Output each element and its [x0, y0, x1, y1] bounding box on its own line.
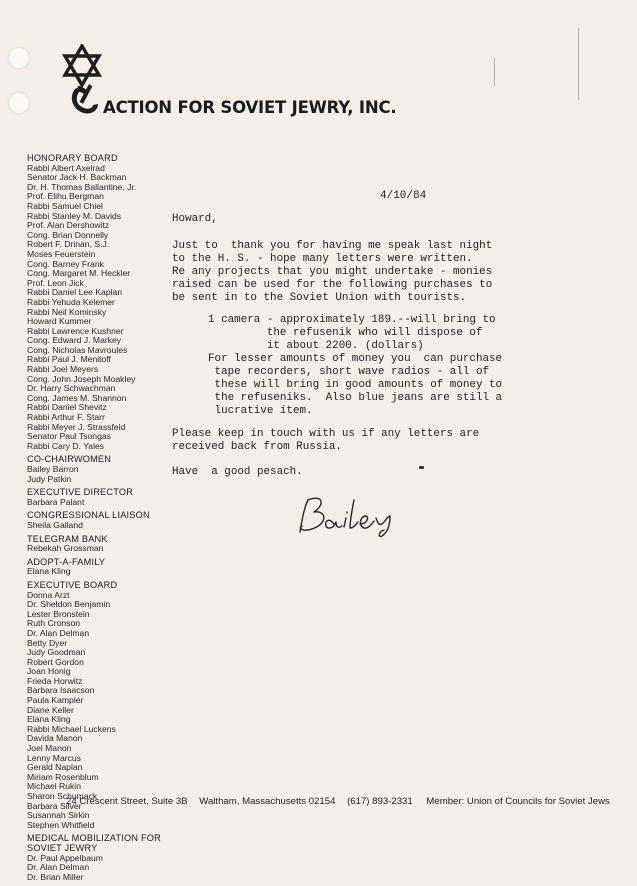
- board-member: Senator Paul Tsongas: [27, 431, 111, 442]
- board-member: Elana Kling: [27, 714, 71, 725]
- board-group: [27, 488, 177, 507]
- board-member: Rebekah Grossman: [27, 543, 104, 554]
- board-group-heading: CO-CHAIRWOMEN: [27, 454, 112, 465]
- item-line: For lesser amounts of money you can purchase: [208, 353, 503, 365]
- paragraph-line: to the H. S. - hope many letters were written.: [172, 253, 473, 265]
- paragraph-line: raised can be used for the following purchases to: [172, 279, 493, 291]
- board-member: Ruth Cronson: [27, 618, 81, 629]
- board-member: Moses Feuerstein: [27, 248, 96, 259]
- item-line: 1 camera - approximately 189.--will bring to: [208, 314, 496, 326]
- board-member: Dr. Paul Appelbaum: [27, 852, 103, 863]
- board-group: [27, 511, 177, 530]
- board-member: Robert Gordon: [27, 656, 84, 667]
- item-line: the refuseniks. Also blue jeans are still a: [208, 392, 503, 404]
- board-member: Barbara Palant: [27, 496, 85, 507]
- board-member: Rabbi Daniel Shevitz: [27, 402, 107, 413]
- board-member: Cong. Nicholas Mavroules: [27, 344, 128, 355]
- board-group-heading: TELEGRAM BANK: [27, 533, 108, 544]
- board-member: Diane Keller: [27, 704, 74, 715]
- board-member: Prof. Leon Jick: [27, 277, 84, 288]
- board-group: [27, 834, 177, 882]
- closing-line: Have a good pesach.: [172, 466, 303, 478]
- board-member: Cong. James M. Shannon: [27, 392, 127, 403]
- footer-street: 24 Crescent Street, Suite 3B: [66, 796, 188, 807]
- board-group-heading: ADOPT-A-FAMILY: [27, 556, 106, 567]
- board-member: Cong. Margaret M. Heckler: [27, 268, 131, 279]
- salutation: Howard,: [172, 213, 218, 225]
- board-member: Miriam Rosenblum: [27, 771, 99, 782]
- board-member: Judy Patkin: [27, 473, 72, 484]
- board-member: Dr. Harry Schwachman: [27, 383, 116, 394]
- binder-hole: [8, 47, 30, 69]
- board-member: Joel Manon: [27, 743, 72, 754]
- paragraph-line: Re any projects that you might undertake - monies: [172, 266, 493, 278]
- board-member: Rabbi Yehuda Kelemer: [27, 296, 115, 307]
- board-member: Stephen Whitfield: [27, 819, 95, 830]
- board-member: Robert F. Drinan, S.J.: [27, 239, 110, 250]
- item-line: these will bring in good amounts of money to: [208, 379, 503, 391]
- board-member: Prof. Alan Dershowitz: [27, 220, 110, 231]
- board-group: [27, 535, 177, 554]
- board-member: Rabbi Meyer J. Strassfeld: [27, 421, 126, 432]
- board-member: Susannah Sirkin: [27, 810, 90, 821]
- letter-date: 4/10/84: [380, 190, 427, 202]
- board-member: Barbara Silver: [27, 800, 82, 811]
- letterhead-footer: [66, 796, 626, 807]
- board-member: Elana Kling: [27, 566, 71, 577]
- organization-name: ACTION FOR SOVIET JEWRY, INC.: [103, 98, 397, 117]
- board-member: Rabbi Daniel Lee Kaplan: [27, 287, 123, 298]
- scan-mark: [494, 58, 495, 86]
- item-line: lucrative item.: [208, 405, 313, 417]
- board-group-heading: CONGRESSIONAL LIAISON: [27, 510, 150, 521]
- footer-phone: (617) 893-2331: [347, 796, 413, 807]
- board-member-list: [27, 154, 177, 886]
- board-member: Gerald Naplan: [27, 762, 83, 773]
- board-member: Rabbi Joel Meyers: [27, 364, 99, 375]
- board-group: [27, 455, 177, 484]
- board-member: Joan Honig: [27, 666, 71, 677]
- footer-city: Waltham, Massachusetts 02154: [199, 796, 336, 807]
- board-group-heading: EXECUTIVE BOARD: [27, 579, 118, 590]
- board-member: Dr. Alan Delman: [27, 627, 90, 638]
- board-member: Donna Arzt: [27, 589, 70, 600]
- item-line: tape recorders, short wave radios - all of: [208, 366, 490, 378]
- board-member: Sheila Galland: [27, 519, 83, 530]
- board-member: Judy Goodman: [27, 647, 86, 658]
- board-member: Cong. Edward J. Markey: [27, 335, 122, 346]
- item-line: it about 2200. (dollars): [208, 340, 424, 352]
- board-member: Prof. Elihu Bergman: [27, 191, 104, 202]
- board-group: [27, 558, 177, 577]
- board-member: Michael Rukin: [27, 781, 81, 792]
- board-member: Dr. H. Thomas Ballantine, Jr.: [27, 181, 137, 192]
- board-member: Paula Kampler: [27, 695, 84, 706]
- board-member: Barbara Isaacson: [27, 685, 95, 696]
- board-member: Rabbi Lawrence Kushner: [27, 325, 124, 336]
- board-member: Rabbi Cary D. Yales: [27, 440, 105, 451]
- board-member: Dr. Alan Delman: [27, 862, 90, 873]
- binder-hole: [8, 92, 30, 114]
- board-member: Frieda Horwitz: [27, 675, 83, 686]
- item-line: the refusenik who will dispose of: [208, 327, 483, 339]
- paragraph-line: Please keep in touch with us if any letters are: [172, 428, 480, 440]
- board-member: Rabbi Albert Axelrad: [27, 162, 105, 173]
- board-member: Rabbi Neil Kominsky: [27, 306, 107, 317]
- board-member: Davida Manon: [27, 733, 83, 744]
- star-of-david-logo: [62, 44, 102, 118]
- board-member: Rabbi Samuel Chiel: [27, 200, 103, 211]
- board-group: [27, 154, 177, 451]
- board-group-heading: MEDICAL MOBILIZATION FOR SOVIET JEWRY: [27, 833, 161, 853]
- scan-mark: [578, 28, 579, 100]
- footer-membership: Member: Union of Councils for Soviet Jews: [426, 796, 610, 807]
- board-member: Dr. Brian Miller: [27, 871, 84, 882]
- board-member: Senator Jack H. Backman: [27, 172, 127, 183]
- board-member: Lenny Marcus: [27, 752, 81, 763]
- board-member: Rabbi Michael Luckens: [27, 723, 116, 734]
- handwritten-signature: [294, 494, 402, 538]
- paragraph-line: Just to thank you for having me speak last night: [172, 240, 493, 252]
- board-member: Rabbi Arthur F. Starr: [27, 412, 105, 423]
- board-member: Betty Dyer: [27, 637, 68, 648]
- board-member: Lester Bronstein: [27, 608, 90, 619]
- board-member: Dr. Sheldon Benjamin: [27, 599, 111, 610]
- board-member: Rabbi Paul J. Menitoff: [27, 354, 111, 365]
- board-member: Cong. Barney Frank: [27, 258, 104, 269]
- board-member: Howard Kummer: [27, 316, 92, 327]
- paragraph-line: received back from Russia.: [172, 441, 342, 453]
- board-member: Cong. John Joseph Moakley: [27, 373, 136, 384]
- paragraph-line: be sent in to the Soviet Union with tourists.: [172, 292, 467, 304]
- board-member: Sharon Schumack: [27, 791, 98, 801]
- board-member: Bailey Barron: [27, 464, 79, 474]
- board-group: [27, 581, 177, 830]
- board-group-heading: EXECUTIVE DIRECTOR: [27, 487, 134, 498]
- board-group-heading: HONORARY BOARD: [27, 153, 118, 163]
- board-member: Rabbi Stanley M. Davids: [27, 210, 122, 221]
- ink-mark: [419, 466, 424, 469]
- board-member: Cong. Brian Donnelly: [27, 229, 109, 240]
